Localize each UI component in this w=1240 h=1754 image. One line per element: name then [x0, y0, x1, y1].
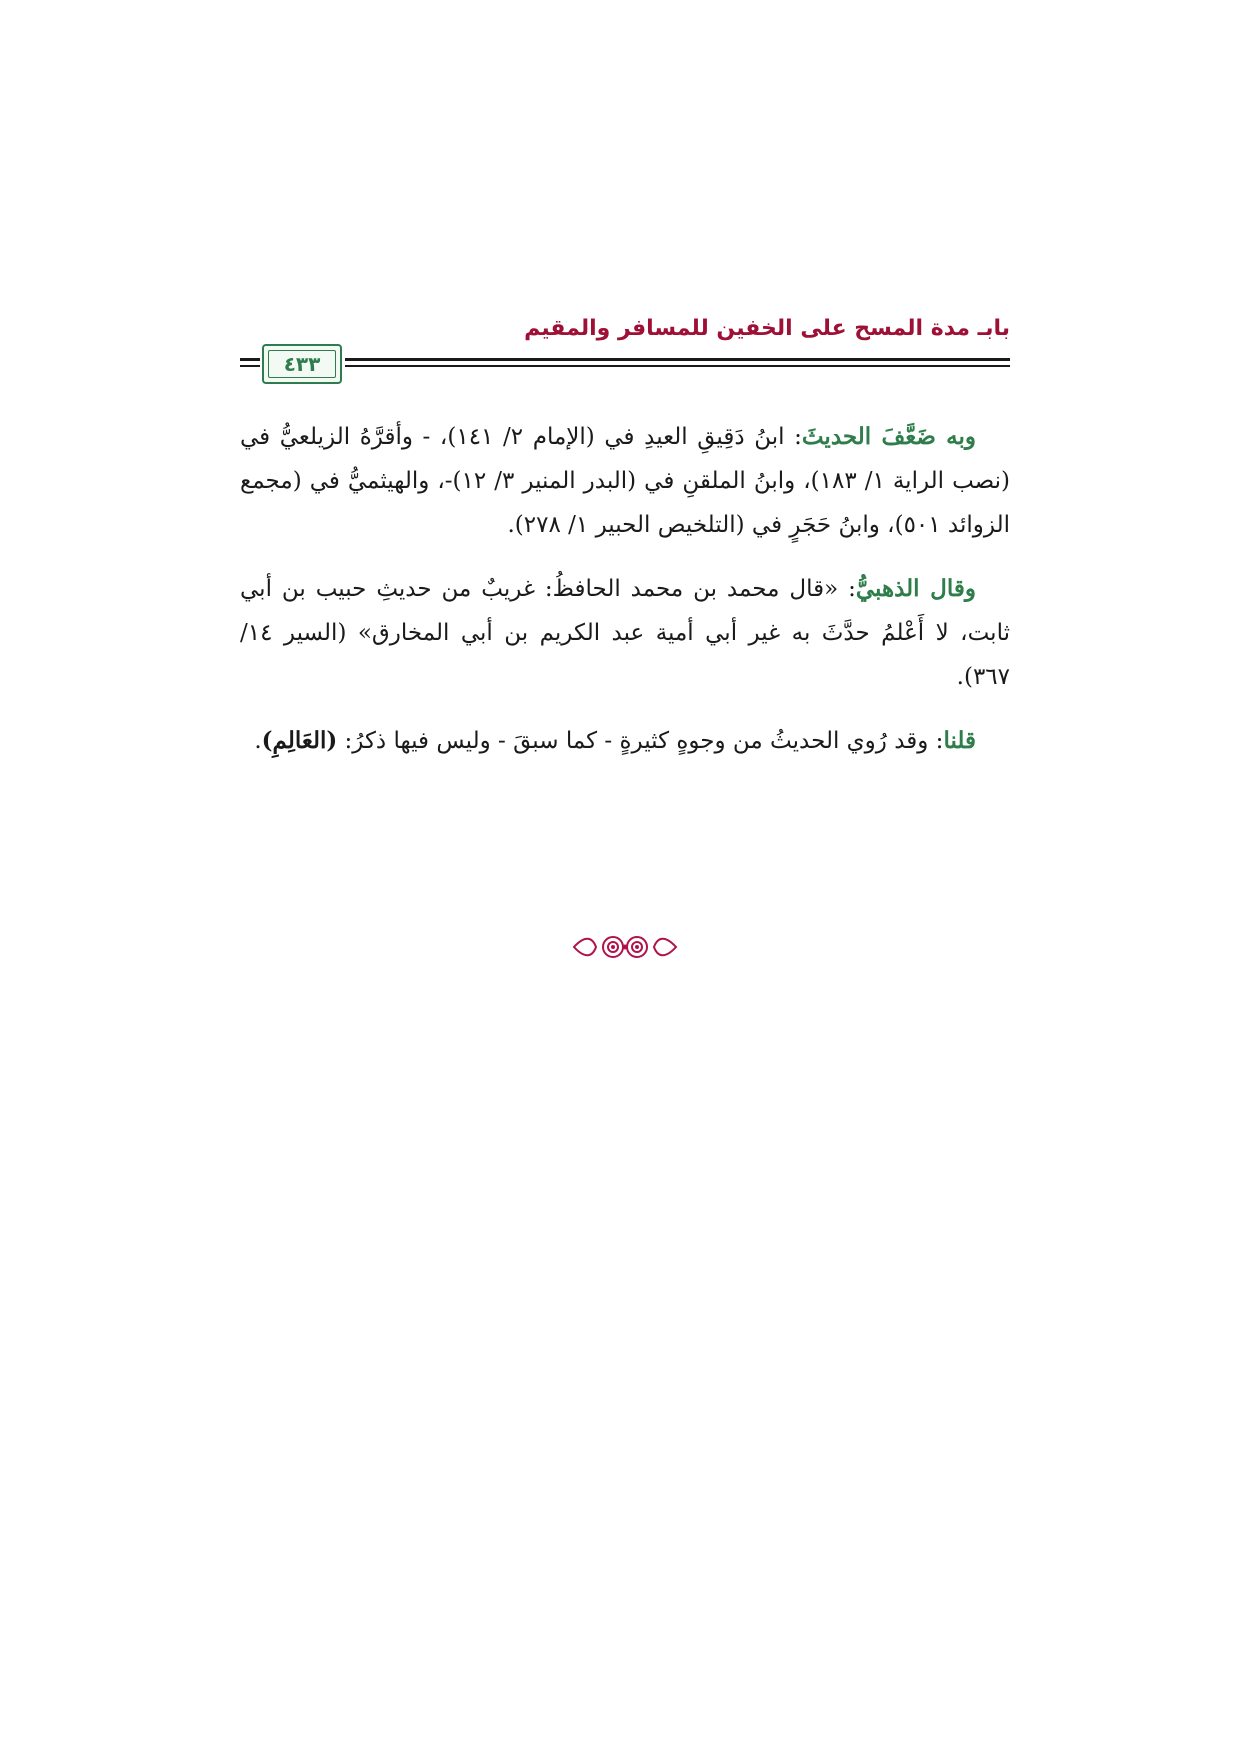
paragraph-tail: .	[254, 728, 262, 754]
header-rule-bottom	[345, 365, 1010, 367]
paragraph-text: : وقد رُوي الحديثُ من وجوهٍ كثيرةٍ - كما سبقَ - وليس فيها ذكرُ:	[337, 728, 944, 754]
page-number-badge	[262, 344, 342, 384]
section-end-ornament	[570, 930, 680, 964]
header-rule-left-bottom	[240, 365, 260, 367]
header-rule-top	[345, 358, 1010, 361]
paragraph-text: : ابنُ دَقِيقِ العيدِ في (الإمام ٢/ ١٤١)، - وأقرَّهُ الزيلعيُّ في (نصب الراية ١/ ١٨٣)، وابنُ الملقنِ في (البدر المنير ٣/ ١٢)-، والهيثميُّ في (مجمع الزوائد ٥٠١)، وابنُ حَجَرٍ في (التلخيص الحبير ١/ ٢٧٨).	[240, 424, 1010, 538]
paragraph-bold-end: (العَالِمِ)	[261, 727, 338, 754]
page-number: ٤٣٣	[283, 352, 321, 376]
paragraph-lead: وبه ضَعَّفَ الحديثَ	[801, 423, 977, 450]
paragraph-lead: قلنا	[943, 727, 976, 754]
paragraph-text: : «قال محمد بن محمد الحافظُ: غريبٌ من حديثِ حبيب بن أبي ثابت، لا أَعْلمُ حدَّثَ به غير أبي أمية عبد الكريم بن أبي المخارق» (السير ١٤/ ٣٦٧).	[240, 576, 1010, 690]
chapter-title: بابـ مدة المسح على الخفين للمسافر والمقيم	[524, 316, 1010, 341]
paragraph	[240, 567, 1010, 699]
page-header	[240, 308, 1010, 388]
header-rule-left-top	[240, 358, 260, 361]
paragraph	[240, 719, 1010, 763]
page-body	[240, 415, 1010, 783]
paragraph-lead: وقال الذهبيُّ	[855, 575, 976, 602]
paragraph	[240, 415, 1010, 547]
